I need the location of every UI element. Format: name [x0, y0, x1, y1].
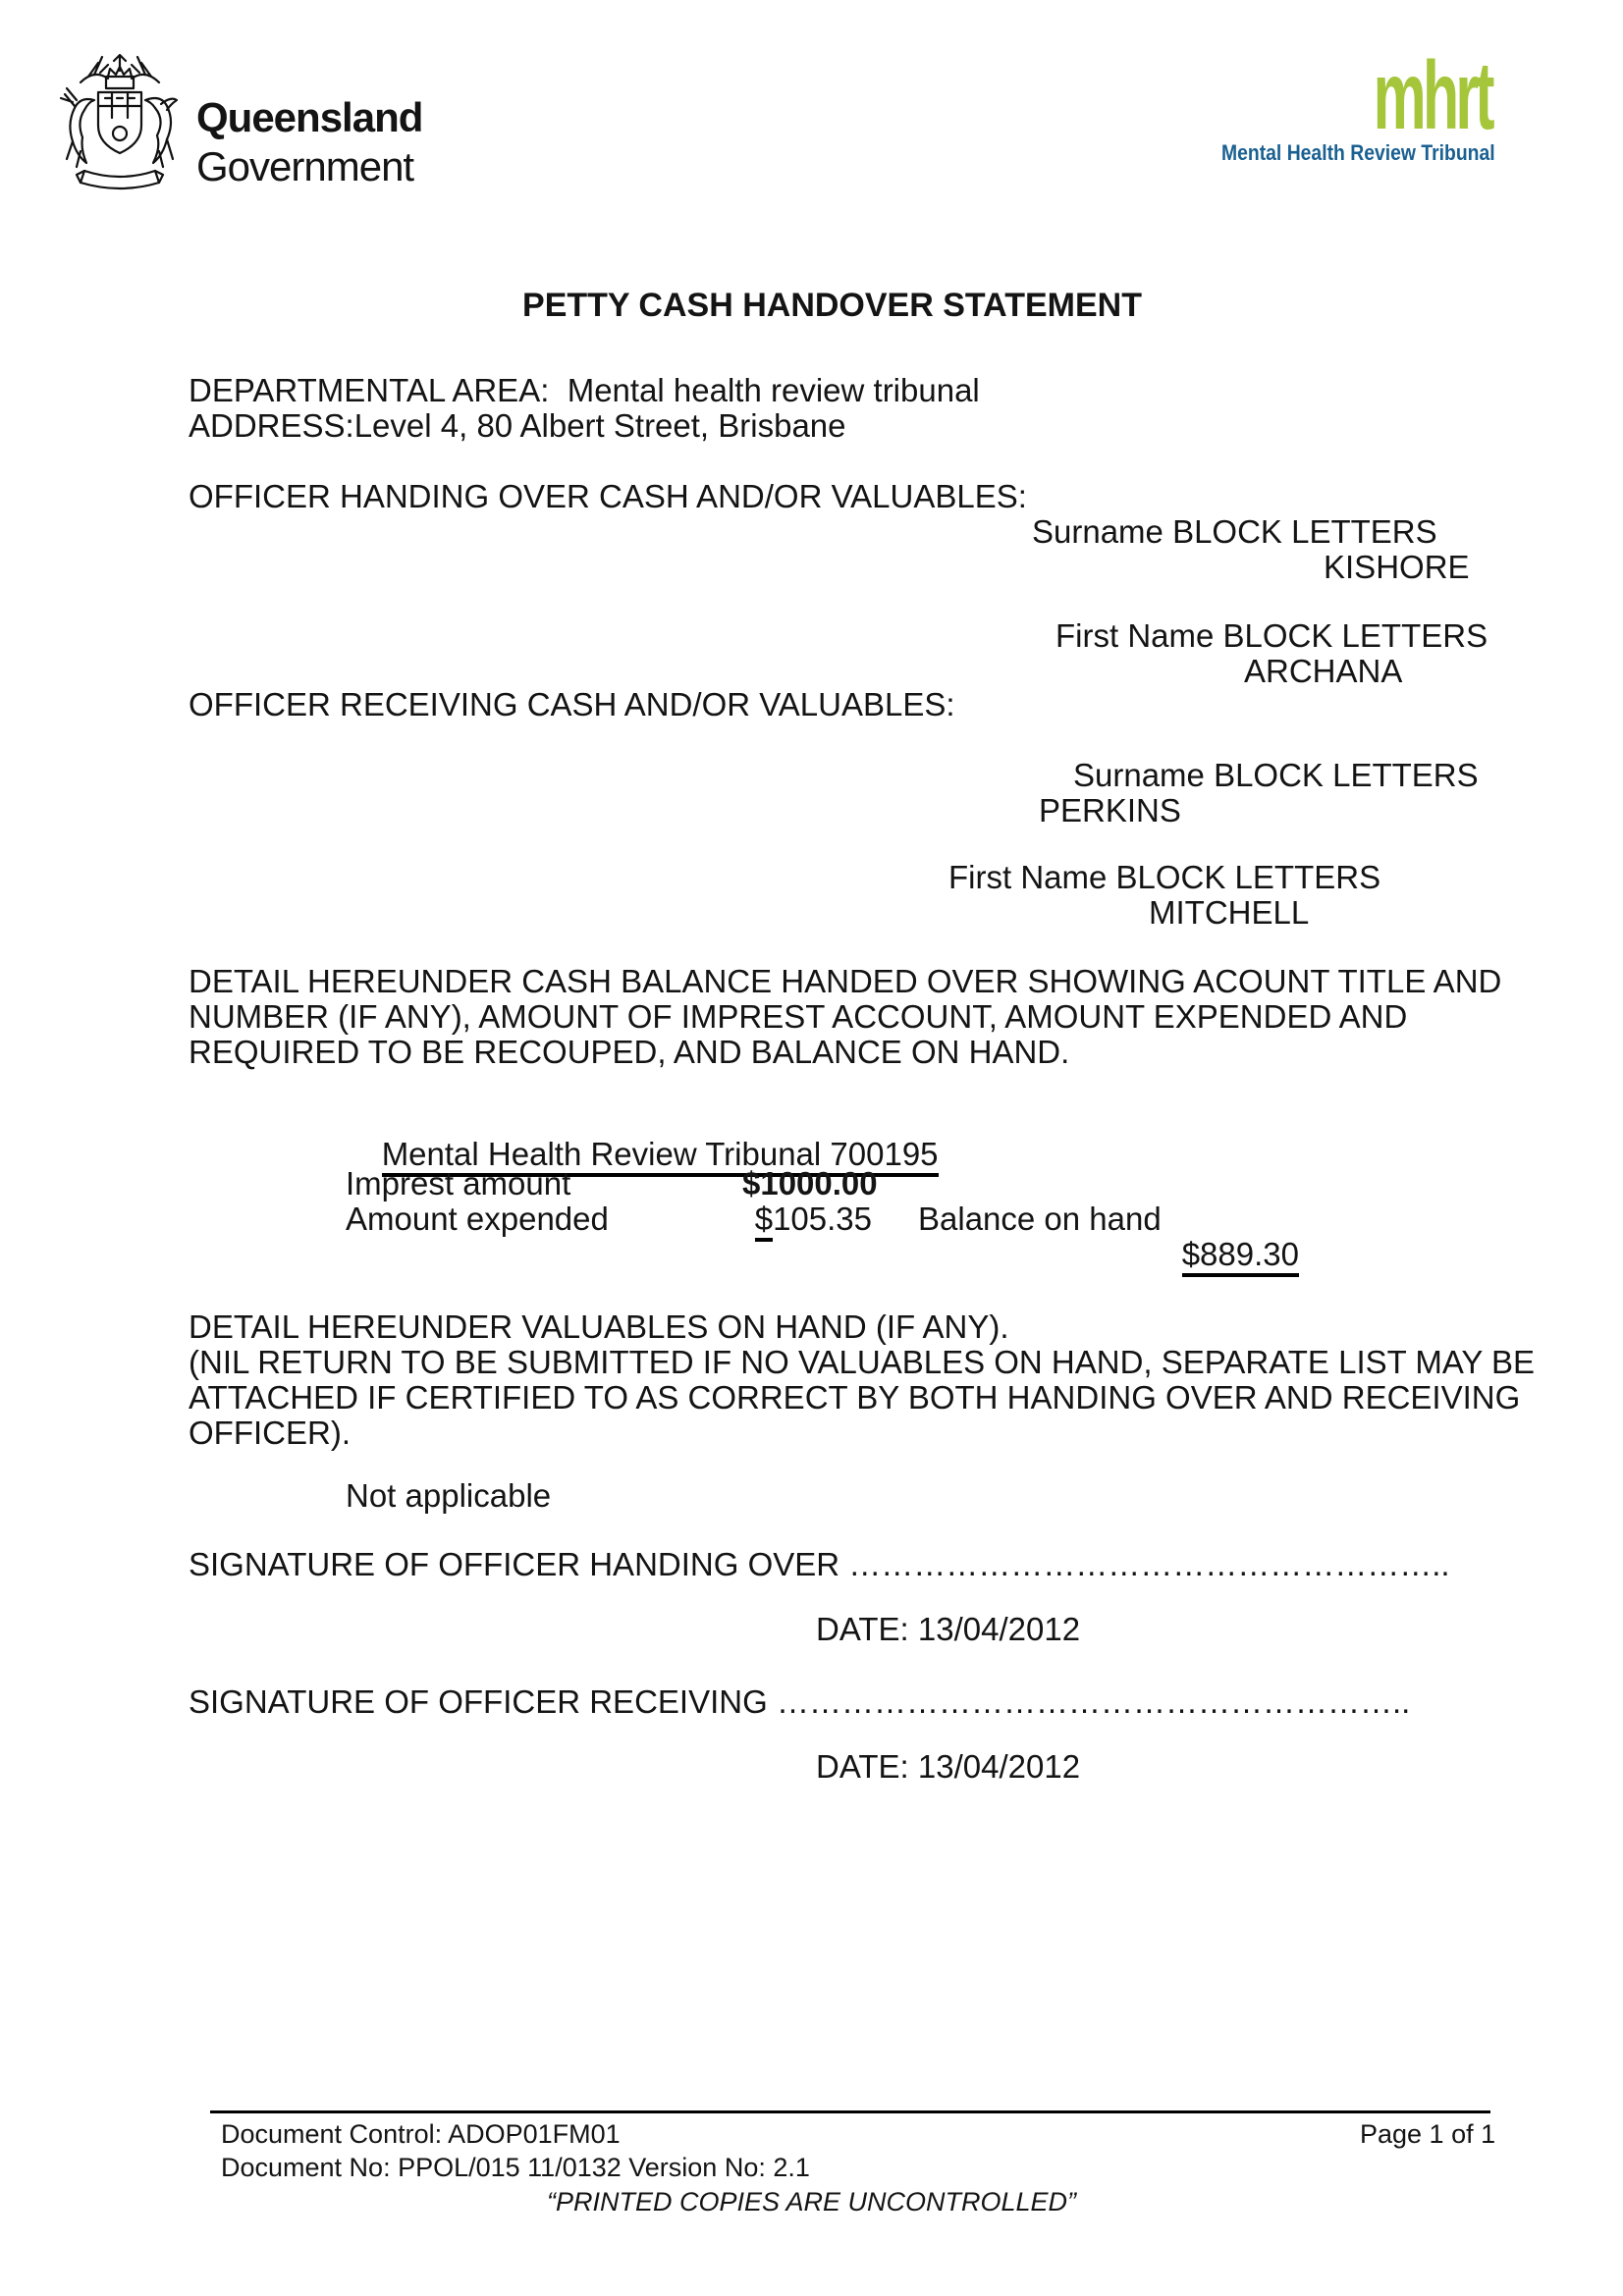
handing-first-name-label: First Name BLOCK LETTERS	[1055, 617, 1488, 654]
signature-handing-line	[189, 1547, 1459, 1582]
signature-receiving-dotted-line: …………………………………………………..	[776, 1683, 1411, 1720]
amount-expended-currency: $	[755, 1201, 773, 1242]
queensland-coat-of-arms-icon	[51, 49, 189, 196]
amount-expended-number: 105.35	[773, 1201, 872, 1237]
mhrt-logo: mhrt	[1373, 41, 1491, 149]
amount-expended-value	[742, 1201, 872, 1242]
signature-receiving-date: DATE: 13/04/2012	[816, 1748, 1081, 1785]
receiving-surname-label: Surname BLOCK LETTERS	[1073, 757, 1479, 793]
balance-on-hand-amount: $889.30	[1182, 1237, 1299, 1277]
cash-detail-paragraph-line-2: NUMBER (IF ANY), AMOUNT OF IMPREST ACCOUNT, AMOUNT EXPENDED AND	[189, 998, 1408, 1035]
footer-page-number: Page 1 of 1	[1360, 2119, 1496, 2149]
receiving-first-name-label: First Name BLOCK LETTERS	[948, 859, 1381, 895]
balance-on-hand-label: Balance on hand	[918, 1201, 1162, 1237]
receiving-surname-value: PERKINS	[1039, 792, 1181, 828]
imprest-amount-value: $1000.00	[742, 1165, 878, 1201]
balance-on-hand-value	[1146, 1201, 1299, 1312]
handing-first-name-value: ARCHANA	[1244, 653, 1403, 689]
amount-expended-label: Amount expended	[346, 1201, 609, 1237]
signature-handing-date: DATE: 13/04/2012	[816, 1611, 1081, 1647]
account-title-text: Mental Health Review Tribunal 700195	[382, 1137, 939, 1177]
receiving-first-name-value: MITCHELL	[1149, 894, 1310, 931]
qld-logo-government: Government	[196, 143, 414, 189]
document-title: PETTY CASH HANDOVER STATEMENT	[522, 287, 1142, 324]
signature-receiving-label: SIGNATURE OF OFFICER RECEIVING	[189, 1683, 777, 1720]
valuables-value: Not applicable	[346, 1477, 552, 1514]
valuables-nil-line-3: OFFICER).	[189, 1415, 351, 1451]
footer-document-control: Document Control: ADOP01FM01	[221, 2119, 621, 2149]
valuables-heading: DETAIL HEREUNDER VALUABLES ON HAND (IF ANY).	[189, 1308, 1009, 1345]
valuables-nil-line-1: (NIL RETURN TO BE SUBMITTED IF NO VALUABLES ON HAND, SEPARATE LIST MAY BE	[189, 1344, 1536, 1380]
officer-handing-heading: OFFICER HANDING OVER CASH AND/OR VALUABLES:	[189, 478, 1027, 514]
qld-logo-queensland: Queensland	[196, 94, 423, 140]
handing-surname-label: Surname BLOCK LETTERS	[1032, 513, 1437, 550]
signature-handing-label: SIGNATURE OF OFFICER HANDING OVER	[189, 1546, 849, 1582]
departmental-area-line: DEPARTMENTAL AREA: Mental health review tribunal	[189, 372, 980, 408]
valuables-nil-line-2: ATTACHED IF CERTIFIED TO AS CORRECT BY BOTH HANDING OVER AND RECEIVING	[189, 1379, 1521, 1415]
address-line: ADDRESS:Level 4, 80 Albert Street, Brisbane	[189, 407, 846, 444]
signature-handing-dotted-line: ………………………………………………..	[848, 1546, 1459, 1582]
cash-detail-paragraph-line-3: REQUIRED TO BE RECOUPED, AND BALANCE ON HAND.	[189, 1034, 1070, 1070]
handing-surname-value: KISHORE	[1324, 549, 1470, 585]
imprest-amount-label: Imprest amount	[346, 1165, 571, 1201]
officer-receiving-heading: OFFICER RECEIVING CASH AND/OR VALUABLES:	[189, 686, 955, 722]
signature-receiving-line	[189, 1684, 1410, 1720]
footer-rule	[210, 2110, 1490, 2113]
footer-uncontrolled-quote: “PRINTED COPIES ARE UNCONTROLLED”	[546, 2187, 1077, 2216]
mhrt-logo-subtitle: Mental Health Review Tribunal	[1221, 140, 1495, 165]
footer-document-number: Document No: PPOL/015 11/0132 Version No: 2.1	[221, 2153, 810, 2182]
cash-detail-paragraph-line-1: DETAIL HEREUNDER CASH BALANCE HANDED OVER SHOWING ACOUNT TITLE AND	[189, 963, 1502, 999]
